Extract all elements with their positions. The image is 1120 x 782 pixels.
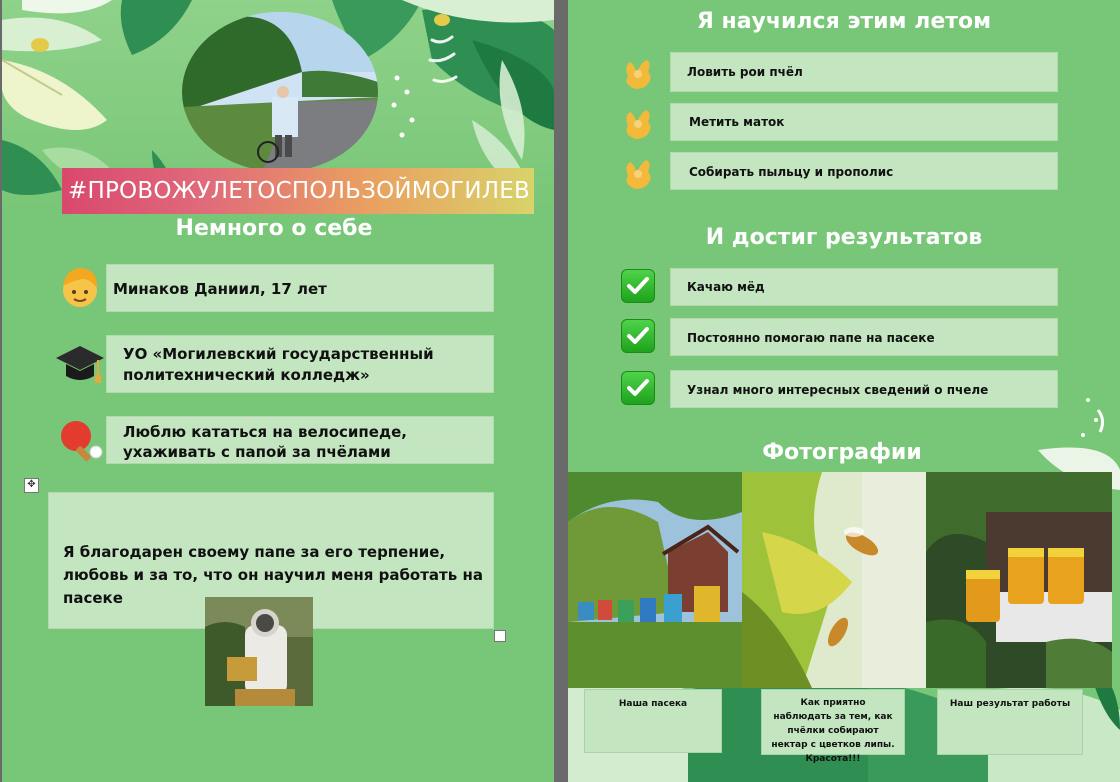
learned-card-2 [670,103,1058,141]
photo-caption-bees: Как приятно наблюдать за тем, как пчёлки собирают нектар с цветков липы. Красота!!! [761,689,905,755]
about-title: Немного о себе [175,216,373,241]
ok-hand-icon [620,52,656,96]
ok-hand-icon [620,102,656,146]
result-text-2: Постоянно помогаю папе на пасеке [687,331,935,345]
about-name-text: Минаков Даниил, 17 лет [113,280,327,298]
about-card-college [106,335,494,393]
portrait-photo [182,12,378,172]
result-card-3 [670,370,1058,408]
result-text-3: Узнал много интересных сведений о пчеле [687,383,989,397]
honey-jars-photo [926,472,1112,688]
photos-title: Фотографии [762,440,922,465]
resize-handle[interactable] [494,630,506,642]
left-page [2,0,554,782]
about-college-text: УО «Могилевский государственный политехнический колледж» [123,345,434,384]
result-card-2 [670,318,1058,356]
learned-card-1 [670,52,1058,92]
move-handle-icon[interactable]: ✥ [24,478,39,493]
about-card-hobby [106,416,494,464]
photo-caption-honey: Наш результат работы [937,689,1083,755]
apiary-photo [568,472,742,688]
ok-hand-icon [620,152,656,196]
thanks-text: Я благодарен своему папе за его терпение, любовь и за то, что он научил меня работать на пасеке [63,543,483,607]
about-card-name [106,264,494,312]
results-title: И достиг результатов [705,225,983,250]
result-text-1: Качаю мёд [687,280,765,294]
learned-text-3: Собирать пыльцу и прополис [689,165,894,179]
right-page [568,0,1120,782]
graduation-cap-icon [54,342,106,394]
learned-card-3 [670,152,1058,190]
hashtag-banner: #ПРОВОЖУЛЕТОСПОЛЬЗОЙМОГИЛЕВ [62,168,534,214]
result-card-1 [670,268,1058,306]
bees-linden-photo [742,472,926,688]
check-mark-icon [621,269,655,303]
beekeeper-photo [205,597,313,706]
check-mark-icon [621,319,655,353]
about-hobby-text: Люблю кататься на велосипеде, ухаживать с папой за пчёлами [123,423,407,461]
ping-pong-icon [56,418,106,468]
learned-title: Я научился этим летом [696,9,992,34]
check-mark-icon [621,371,655,405]
learned-text-2: Метить маток [689,115,785,129]
boy-face-icon [58,264,102,314]
photo-caption-apiary: Наша пасека [584,689,722,753]
learned-text-1: Ловить рои пчёл [687,65,803,79]
